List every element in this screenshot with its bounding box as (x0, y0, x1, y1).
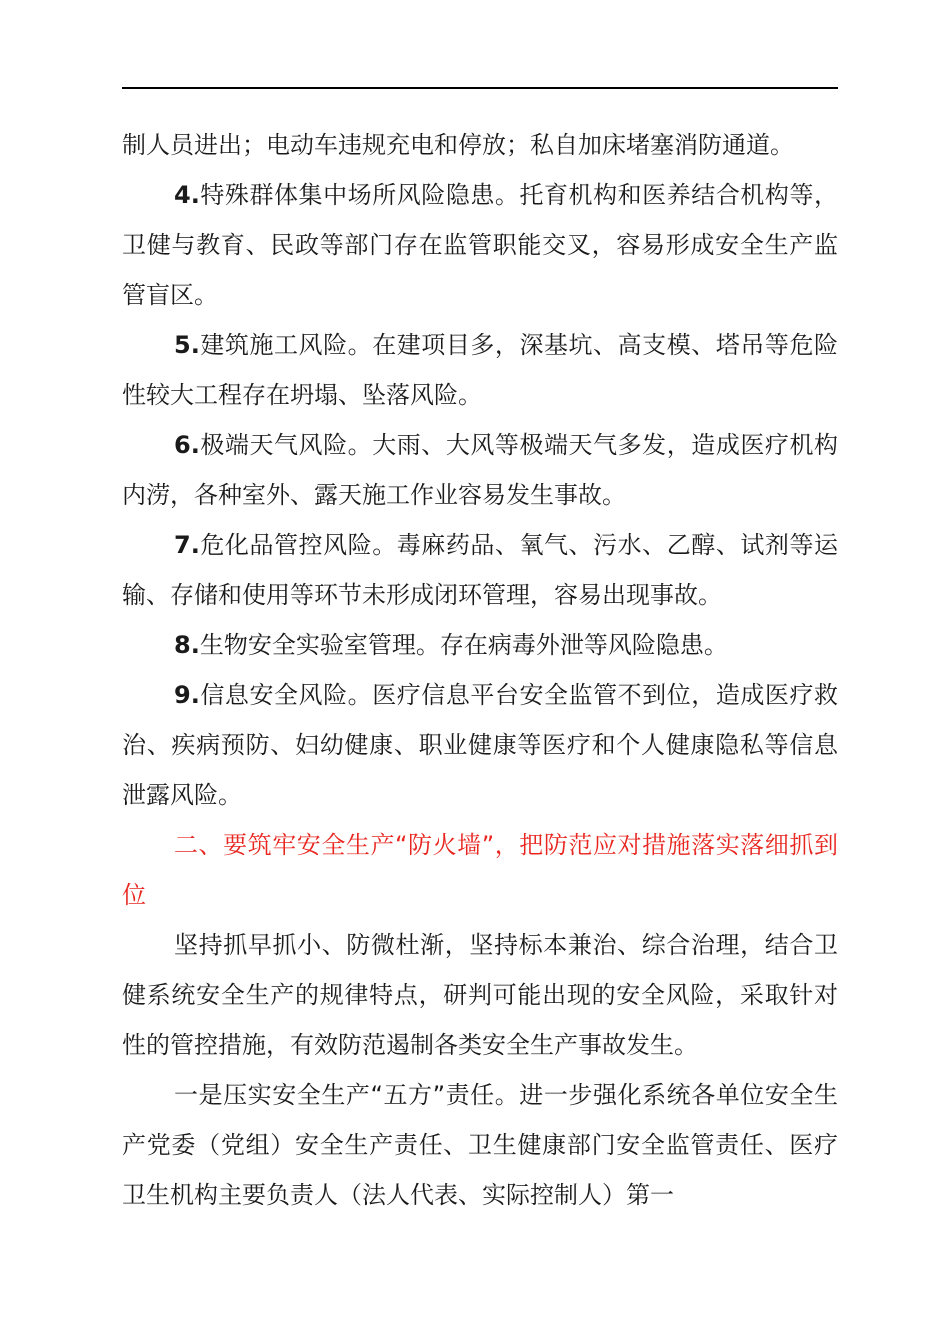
paragraph-item-6 (122, 420, 838, 520)
paragraph-item-8 (122, 620, 838, 670)
item-number: 8. (174, 631, 200, 659)
paragraph-item-9 (122, 670, 838, 820)
paragraph-text: 信息安全风险。医疗信息平台安全监管不到位，造成医疗救治、疾病预防、妇幼健康、职业健康等医疗和个人健康隐私等信息泄露风险。 (122, 681, 838, 809)
body-paragraph-1: 坚持抓早抓小、防微杜渐，坚持标本兼治、综合治理，结合卫健系统安全生产的规律特点，研判可能出现的安全风险，采取针对性的管控措施，有效防范遏制各类安全生产事故发生。 (122, 931, 838, 1059)
paragraph-item-4 (122, 170, 838, 320)
item-number: 5. (174, 331, 200, 359)
paragraph-continuation (122, 120, 838, 170)
paragraph-text: 危化品管控风险。毒麻药品、氧气、污水、乙醇、试剂等运输、存储和使用等环节未形成闭环管理，容易出现事故。 (122, 531, 838, 609)
paragraph-text: 建筑施工风险。在建项目多，深基坑、高支模、塔吊等危险性较大工程存在坍塌、坠落风险。 (122, 331, 838, 409)
paragraph-item-5 (122, 320, 838, 420)
header-rule (122, 87, 838, 89)
body-paragraph-2: 一是压实安全生产“五方”责任。进一步强化系统各单位安全生产党委（党组）安全生产责任、卫生健康部门安全监管责任、医疗卫生机构主要负责人（法人代表、实际控制人）第一 (122, 1081, 838, 1209)
paragraph-text: 生物安全实验室管理。存在病毒外泄等风险隐患。 (199, 631, 728, 659)
paragraph-text: 极端天气风险。大雨、大风等极端天气多发，造成医疗机构内涝，各种室外、露天施工作业容易发生事故。 (122, 431, 838, 509)
document-body (122, 120, 838, 1220)
paragraph-text: 制人员进出；电动车违规充电和停放；私自加床堵塞消防通道。 (122, 131, 794, 159)
paragraph-text: 特殊群体集中场所风险隐患。托育机构和医养结合机构等，卫健与教育、民政等部门存在监管职能交叉，容易形成安全生产监管盲区。 (122, 181, 838, 309)
section-heading: 二、要筑牢安全生产“防火墙”，把防范应对措施落实落细抓到位 (122, 831, 838, 909)
item-number: 7. (174, 531, 200, 559)
item-number: 9. (174, 681, 200, 709)
paragraph-item-7 (122, 520, 838, 620)
item-number: 6. (174, 431, 200, 459)
item-number: 4. (174, 181, 200, 209)
